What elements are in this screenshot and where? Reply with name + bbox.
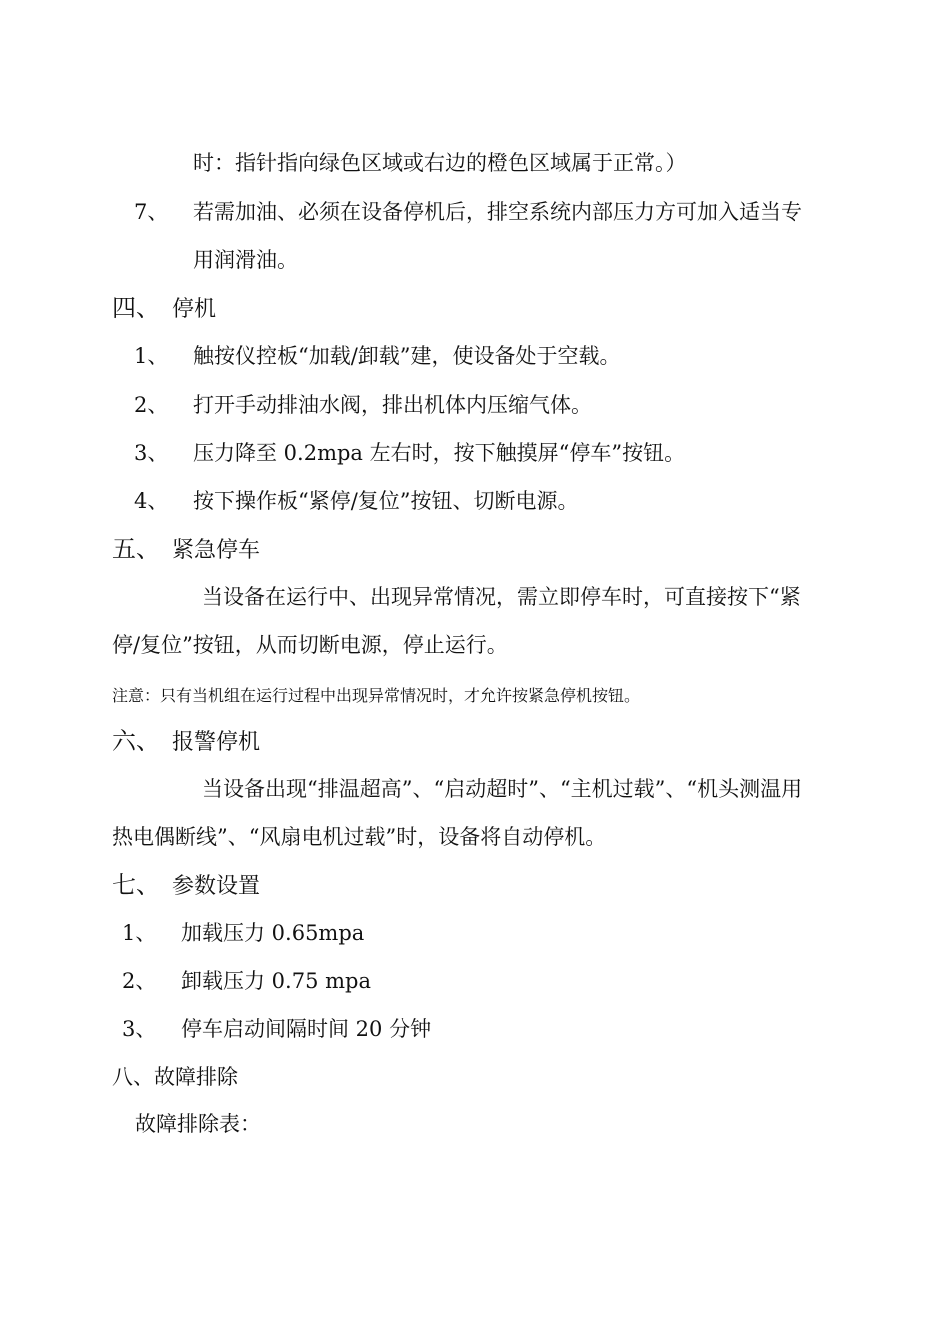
continuation-text: 时：指针指向绿色区域或右边的橙色区域属于正常。） — [193, 151, 687, 175]
s4-item-1-text: 触按仪控板“加载/卸载”建，使设备处于空载。 — [193, 344, 621, 368]
item-7-text-line1: 若需加油、必须在设备停机后，排空系统内部压力方可加入适当专 — [193, 200, 802, 224]
section-5-paragraph-line1: 当设备在运行中、出现异常情况，需立即停车时，可直接按下“紧 — [202, 585, 801, 609]
section-6-number: 六、 — [112, 727, 160, 755]
section-7-number: 七、 — [112, 871, 160, 899]
section-7-title: 参数设置 — [172, 874, 261, 899]
section-7-heading — [112, 871, 260, 901]
section-4-title: 停机 — [172, 297, 217, 322]
s7-item-3-number: 3、 — [122, 1017, 157, 1041]
s4-item-4-text: 按下操作板“紧停/复位”按钮、切断电源。 — [193, 489, 579, 513]
section-6-paragraph-line2: 热电偶断线”、“风扇电机过载”时，设备将自动停机。 — [112, 825, 607, 849]
fault-table-caption: 故障排除表： — [135, 1112, 261, 1136]
item-7-text-line2: 用润滑油。 — [193, 248, 298, 272]
section-4-heading — [112, 294, 216, 324]
s4-item-2-number: 2、 — [134, 393, 169, 417]
section-8-heading: 八、故障排除 — [112, 1065, 238, 1089]
item-7-number: 7、 — [134, 200, 169, 224]
section-5-paragraph-line2: 停/复位”按钮，从而切断电源，停止运行。 — [112, 633, 508, 657]
section-6-paragraph-line1: 当设备出现“排温超高”、“启动超时”、“主机过载”、“机头测温用 — [202, 777, 803, 801]
s7-item-2-text: 卸载压力 0.75 mpa — [181, 969, 371, 993]
section-5-heading — [112, 535, 260, 565]
s7-item-2-number: 2、 — [122, 969, 157, 993]
s7-item-1-text: 加载压力 0.65mpa — [181, 921, 365, 945]
section-5-number: 五、 — [112, 535, 160, 563]
section-6-heading — [112, 727, 260, 757]
s4-item-2-text: 打开手动排油水阀，排出机体内压缩气体。 — [193, 393, 592, 417]
s4-item-4-number: 4、 — [134, 489, 169, 513]
s7-item-3-text: 停车启动间隔时间 20 分钟 — [181, 1017, 432, 1041]
s4-item-3-text: 压力降至 0.2mpa 左右时，按下触摸屏“停车”按钮。 — [193, 441, 686, 465]
s4-item-1-number: 1、 — [134, 344, 169, 368]
s7-item-1-number: 1、 — [122, 921, 157, 945]
s4-item-3-number: 3、 — [134, 441, 169, 465]
emergency-note: 注意：只有当机组在运行过程中出现异常情况时，才允许按紧急停机按钮。 — [112, 686, 641, 705]
section-5-title: 紧急停车 — [172, 538, 261, 563]
section-6-title: 报警停机 — [172, 730, 261, 755]
section-4-number: 四、 — [112, 294, 160, 322]
